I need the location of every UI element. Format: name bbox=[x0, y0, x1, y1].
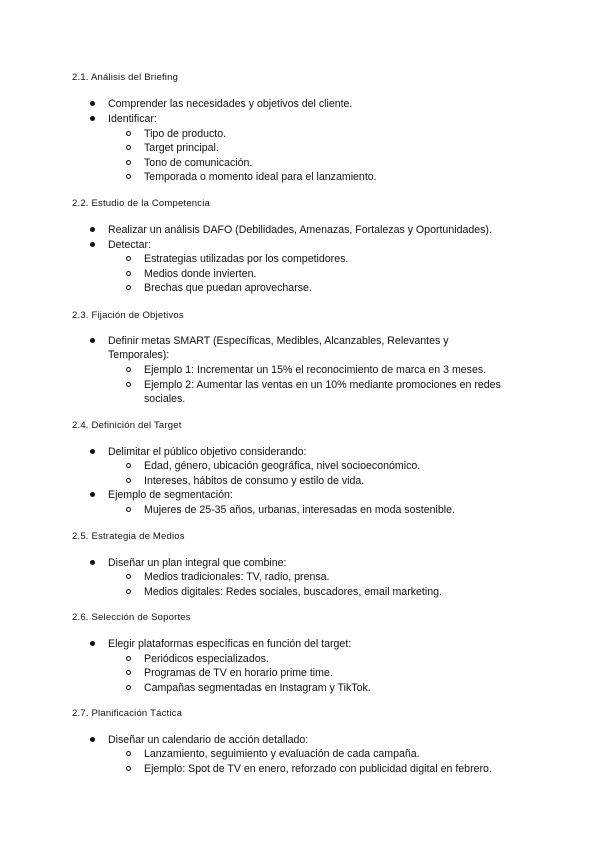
bullet-circle-icon bbox=[126, 574, 131, 579]
list-item: Elegir plataformas específicas en función del target: bbox=[108, 637, 518, 651]
bullet-circle-icon bbox=[126, 271, 131, 276]
sub-list-item: Tono de comunicación. bbox=[144, 156, 520, 170]
section-heading: 2.7. Planificación Táctica bbox=[72, 708, 183, 719]
sub-list-item: Brechas que puedan aprovecharse. bbox=[144, 281, 520, 295]
sub-list-item: Ejemplo: Spot de TV en enero, reforzado con publicidad digital en febrero. bbox=[144, 762, 524, 776]
bullet-circle-icon bbox=[126, 285, 131, 290]
section-heading: 2.6. Selección de Soportes bbox=[72, 612, 191, 623]
bullet-circle-icon bbox=[126, 670, 131, 675]
bullet-circle-icon bbox=[126, 382, 131, 387]
bullet-disc-icon bbox=[90, 116, 95, 121]
bullet-circle-icon bbox=[126, 685, 131, 690]
sub-list-item: Edad, género, ubicación geográfica, nivel socioeconómico. bbox=[144, 459, 520, 473]
bullet-disc-icon bbox=[90, 242, 95, 247]
sub-list-item: Estrategias utilizadas por los competidores. bbox=[144, 252, 520, 266]
list-item: Diseñar un plan integral que combine: bbox=[108, 556, 518, 570]
sub-list-item: Programas de TV en horario prime time. bbox=[144, 666, 520, 680]
sub-list-item: Lanzamiento, seguimiento y evaluación de cada campaña. bbox=[144, 747, 520, 761]
sub-list-item: Medios digitales: Redes sociales, buscadores, email marketing. bbox=[144, 585, 520, 599]
bullet-circle-icon bbox=[126, 507, 131, 512]
bullet-circle-icon bbox=[126, 174, 131, 179]
list-item: Detectar: bbox=[108, 238, 518, 252]
section-heading: 2.5. Estrategia de Medios bbox=[72, 531, 185, 542]
bullet-disc-icon bbox=[90, 338, 95, 343]
section-heading: 2.1. Análisis del Briefing bbox=[72, 72, 179, 83]
section-heading: 2.3. Fijación de Objetivos bbox=[72, 310, 184, 321]
bullet-disc-icon bbox=[90, 737, 95, 742]
sub-list-item: Temporada o momento ideal para el lanzamiento. bbox=[144, 170, 520, 184]
sub-list-item: Target principal. bbox=[144, 141, 520, 155]
bullet-circle-icon bbox=[126, 589, 131, 594]
sub-list-item: Ejemplo 1: Incrementar un 15% el reconocimiento de marca en 3 meses. bbox=[144, 363, 520, 377]
sub-list-item: Medios tradicionales: TV, radio, prensa. bbox=[144, 570, 520, 584]
sub-list-item: Medios donde invierten. bbox=[144, 267, 520, 281]
bullet-disc-icon bbox=[90, 227, 95, 232]
section-heading: 2.2. Estudio de la Competencia bbox=[72, 198, 211, 209]
sub-list-item: Periódicos especializados. bbox=[144, 652, 520, 666]
list-item: Delimitar el público objetivo considerando: bbox=[108, 445, 518, 459]
bullet-circle-icon bbox=[126, 367, 131, 372]
list-item: Identificar: bbox=[108, 112, 518, 126]
sub-list-item: Tipo de producto. bbox=[144, 127, 520, 141]
sub-list-item: Intereses, hábitos de consumo y estilo de vida. bbox=[144, 474, 520, 488]
bullet-circle-icon bbox=[126, 145, 131, 150]
bullet-circle-icon bbox=[126, 160, 131, 165]
bullet-disc-icon bbox=[90, 560, 95, 565]
bullet-circle-icon bbox=[126, 463, 131, 468]
bullet-circle-icon bbox=[126, 131, 131, 136]
list-item: Ejemplo de segmentación: bbox=[108, 488, 518, 502]
bullet-circle-icon bbox=[126, 766, 131, 771]
bullet-circle-icon bbox=[126, 751, 131, 756]
list-item: Definir metas SMART (Específicas, Medibles, Alcanzables, Relevantes y Temporales): bbox=[108, 334, 473, 362]
bullet-disc-icon bbox=[90, 492, 95, 497]
list-item: Realizar un análisis DAFO (Debilidades, Amenazas, Fortalezas y Oportunidades). bbox=[108, 223, 518, 237]
bullet-disc-icon bbox=[90, 101, 95, 106]
list-item: Comprender las necesidades y objetivos del cliente. bbox=[108, 97, 518, 111]
sub-list-item: Ejemplo 2: Aumentar las ventas en un 10% mediante promociones en redes sociales. bbox=[144, 378, 506, 406]
bullet-circle-icon bbox=[126, 656, 131, 661]
bullet-disc-icon bbox=[90, 641, 95, 646]
bullet-circle-icon bbox=[126, 478, 131, 483]
list-item: Diseñar un calendario de acción detallado: bbox=[108, 733, 518, 747]
bullet-disc-icon bbox=[90, 449, 95, 454]
sub-list-item: Campañas segmentadas en Instagram y TikTok. bbox=[144, 681, 520, 695]
sub-list-item: Mujeres de 25-35 años, urbanas, interesadas en moda sostenible. bbox=[144, 503, 520, 517]
section-heading: 2.4. Definición del Target bbox=[72, 420, 182, 431]
bullet-circle-icon bbox=[126, 256, 131, 261]
